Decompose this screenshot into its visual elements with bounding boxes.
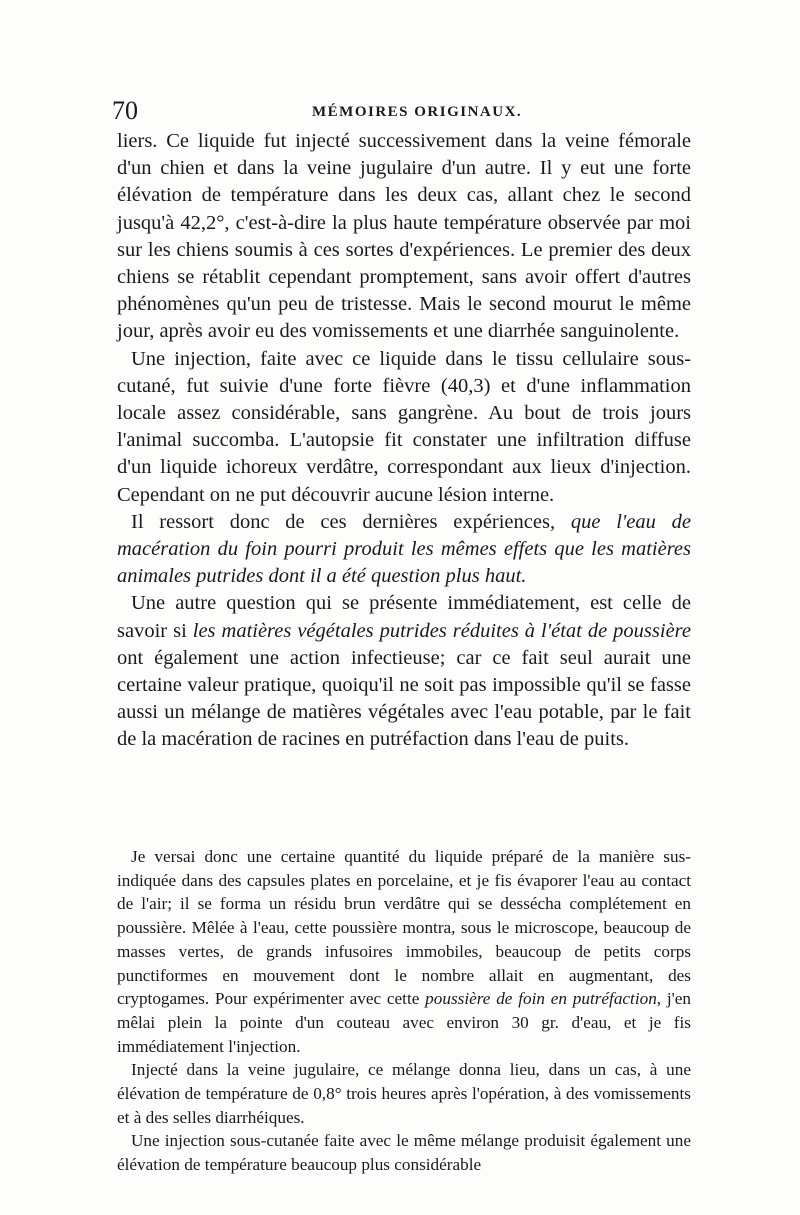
- small-paragraph-2: Injecté dans la veine jugulaire, ce mélange donna lieu, dans un cas, à une élévation de température de 0,8° trois heures après l'opération, à des vomissements et à des selles diarrhéiques.: [117, 1060, 691, 1127]
- main-text: [117, 128, 691, 754]
- running-title: MÉMOIRES ORIGINAUX.: [312, 104, 523, 120]
- small-paragraph-1-end: , j'en mêlai plein la pointe d'un couteau avec environ 30 gr. d'eau, et je fis immédiatement l'injection.: [117, 989, 691, 1056]
- small-paragraph-1: [117, 845, 691, 1058]
- paragraph-3-text: Il ressort donc de ces dernières expériences,: [131, 510, 571, 533]
- small-print-text: [117, 845, 691, 1177]
- page-number: 70: [112, 96, 138, 125]
- small-paragraph-3: Une injection sous-cutanée faite avec le même mélange produisit également une élévation de température beaucoup plus considérable: [117, 1131, 691, 1175]
- paragraph-4: [117, 590, 691, 753]
- small-paragraph-1-start: Je versai donc une certaine quantité du liquide préparé de la manière sus-indiquée dans des capsules plates en porcelaine, et je fis évaporer l'eau au contact de l'air; il se forma un résidu brun verdâtre qui se dessécha complétement en poussière. Mêlée à l'eau, cette poussière montra, sous le microscope, beaucoup de masses vertes, de grands infusoires immobiles, beaucoup de petits corps punctiformes en mouvement dont le nombre allait en augmentant, des cryptogames. Pour expérimenter avec cette: [117, 847, 691, 1009]
- paragraph-4-text-start: Une autre question qui se présente immédiatement, est celle de savoir si: [117, 592, 691, 642]
- paragraph-2: Une injection, faite avec ce liquide dans le tissu cellulaire sous-cutané, fut suivie d'une forte fièvre (40,3) et d'une inflammation locale assez considérable, sans gangrène. Au bout de trois jours l'animal succomba. L'autopsie fit constater une infiltration diffuse d'un liquide ichoreux verdâtre, correspondant aux lieux d'injection. Cependant on ne put découvrir aucune lésion interne.: [117, 347, 691, 506]
- paragraph-1: liers. Ce liquide fut injecté successivement dans la veine fémorale d'un chien et dans la veine jugulaire d'un autre. Il y eut une forte élévation de température dans les deux cas, allant chez le second jusqu'à 42,2°, c'est-à-dire la plus haute température observée par moi sur les chiens soumis à ces sortes d'expériences. Le premier des deux chiens se rétablit cependant promptement, sans avoir offert d'autres phénomènes qu'un peu de tristesse. Mais le second mourut le même jour, après avoir eu des vomissements et une diarrhée sanguinolente.: [117, 130, 691, 343]
- small-paragraph-1-italic: poussière de foin en putréfaction: [425, 989, 657, 1009]
- paragraph-4-text-end: ont également une action infectieuse; car ce fait seul aurait une certaine valeur pratique, quoiqu'il ne soit pas impossible qu'il se fasse aussi un mélange de matières végétales avec l'eau potable, par le fait de la macération de racines en putréfaction dans l'eau de puits.: [117, 646, 691, 751]
- paragraph-3-italic: que l'eau de macération du foin pourri produit les mêmes effets que les matières animales putrides dont il a été question plus haut.: [117, 510, 691, 588]
- page-header: [112, 96, 692, 126]
- paragraph-4-italic: les matières végétales putrides réduites à l'état de poussière: [192, 619, 691, 642]
- paragraph-3: [117, 509, 691, 591]
